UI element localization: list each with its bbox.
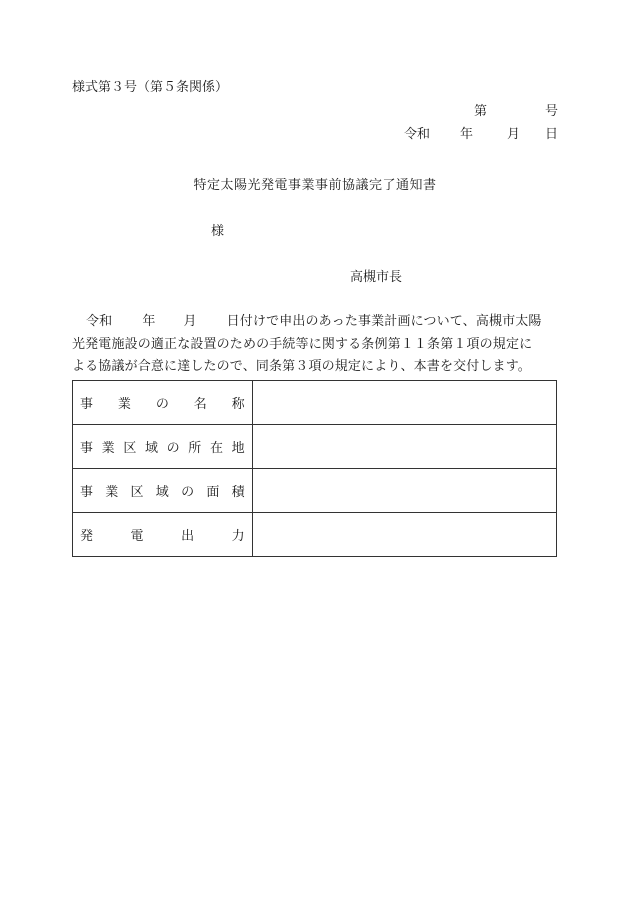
recipient-honorific: 様: [211, 224, 225, 239]
table-row: [73, 425, 557, 469]
label-char: 区: [123, 441, 137, 456]
label-char: 事: [80, 441, 94, 456]
body-line-2: 光発電施設の適正な設置のための手続等に関する条例第１１条第１項の規定に: [72, 336, 533, 352]
issuer-name: 高槻市長: [350, 270, 403, 285]
project-info-table: [72, 380, 557, 557]
label-char: の: [155, 397, 169, 412]
number-suffix: 号: [544, 104, 558, 119]
table-row: [73, 381, 557, 425]
row-label: [73, 381, 253, 425]
row-label: [73, 513, 253, 557]
body-month: 月: [183, 314, 197, 329]
row-value-cell[interactable]: [252, 381, 556, 425]
body-year: 年: [142, 314, 156, 329]
label-char: 業: [105, 485, 119, 500]
row-value-cell[interactable]: [252, 469, 556, 513]
label-char: 発: [80, 529, 94, 544]
row-label: [73, 469, 253, 513]
label-char: の: [181, 485, 195, 500]
label-char: 称: [231, 397, 245, 412]
label-char: 業: [101, 441, 115, 456]
label-char: 電: [130, 529, 144, 544]
label-char: 地: [231, 441, 245, 456]
form-reference: 様式第３号（第５条関係）: [72, 80, 229, 95]
date-year: 年: [460, 127, 474, 142]
date-month: 月: [507, 127, 521, 142]
label-char: 面: [206, 485, 220, 500]
document-title: 特定太陽光発電事業事前協議完了通知書: [193, 178, 437, 193]
body-line-1-text: 日付けで申出のあった事業計画について、高槻市太陽: [226, 314, 542, 329]
label-char: 出: [181, 529, 195, 544]
label-char: 域: [155, 485, 169, 500]
label-char: 事: [80, 397, 94, 412]
row-value-cell[interactable]: [252, 425, 556, 469]
table-row: [73, 469, 557, 513]
row-label: [73, 425, 253, 469]
label-char: 所: [188, 441, 202, 456]
body-line-1: [72, 311, 558, 334]
label-char: 事: [80, 485, 94, 500]
label-char: 力: [231, 529, 245, 544]
notice-body: [72, 311, 558, 379]
label-char: 業: [117, 397, 131, 412]
body-line-3: よる協議が合意に達したので、同条第３項の規定により、本書を交付します。: [72, 359, 531, 374]
date-day: 日: [544, 127, 558, 142]
date-era: 令和: [404, 127, 431, 142]
label-char: の: [166, 441, 180, 456]
row-value-cell[interactable]: [252, 513, 556, 557]
number-prefix: 第: [474, 104, 488, 119]
label-char: 名: [193, 397, 207, 412]
label-char: 積: [231, 485, 245, 500]
label-char: 域: [144, 441, 158, 456]
label-char: 在: [209, 441, 223, 456]
table-row: [73, 513, 557, 557]
body-era: 令和: [86, 314, 113, 329]
label-char: 区: [130, 485, 144, 500]
